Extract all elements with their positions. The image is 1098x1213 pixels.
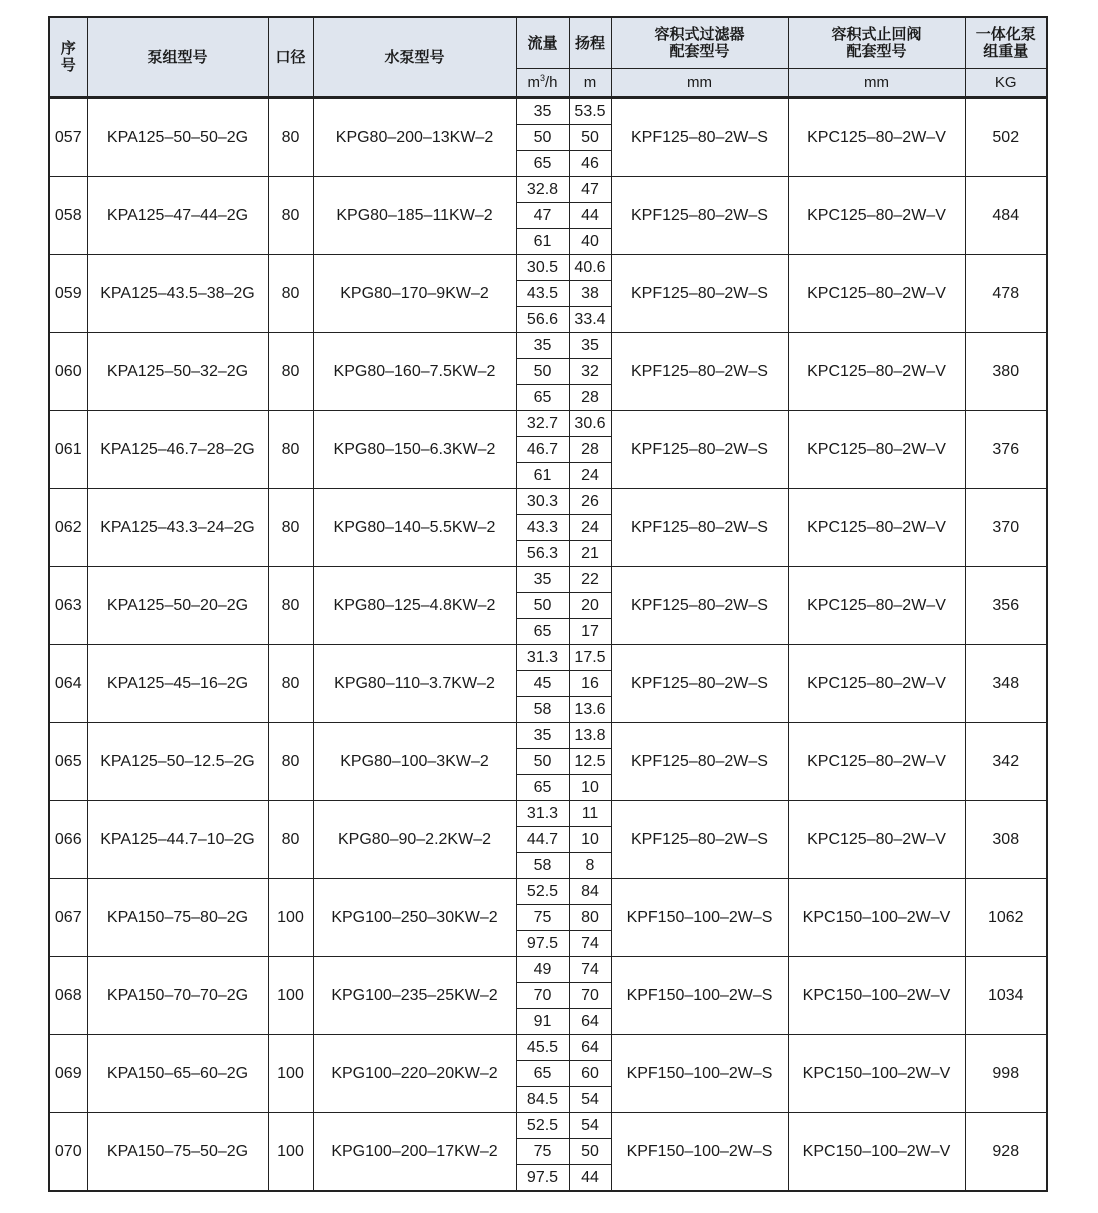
check-valve-model-cell: KPC125–80–2W–V: [788, 567, 965, 645]
weight-cell: 342: [965, 723, 1047, 801]
head-cell: 16: [569, 671, 611, 697]
header-filter: 容积式过滤器配套型号: [611, 17, 788, 69]
head-cell: 50: [569, 125, 611, 151]
head-cell: 28: [569, 437, 611, 463]
head-cell: 17.5: [569, 645, 611, 671]
unit-model-cell: KPA125–50–32–2G: [87, 333, 268, 411]
header-head: 扬程: [569, 17, 611, 69]
head-cell: 84: [569, 879, 611, 905]
unit-model-cell: KPA125–43.3–24–2G: [87, 489, 268, 567]
header-caliber: 口径: [268, 17, 313, 98]
table-row: [49, 411, 1047, 437]
flow-cell: 50: [516, 125, 569, 151]
head-cell: 33.4: [569, 307, 611, 333]
unit-model-cell: KPA125–44.7–10–2G: [87, 801, 268, 879]
caliber-cell: 80: [268, 177, 313, 255]
flow-cell: 97.5: [516, 931, 569, 957]
pump-model-cell: KPG80–170–9KW–2: [313, 255, 516, 333]
pump-model-cell: KPG80–140–5.5KW–2: [313, 489, 516, 567]
unit-model-cell: KPA150–65–60–2G: [87, 1035, 268, 1113]
flow-cell: 61: [516, 463, 569, 489]
head-unit: m: [569, 69, 611, 98]
caliber-cell: 100: [268, 1035, 313, 1113]
table-row: [49, 1035, 1047, 1061]
filter-model-cell: KPF150–100–2W–S: [611, 879, 788, 957]
weight-unit: KG: [965, 69, 1047, 98]
seq-cell: 061: [49, 411, 87, 489]
check-valve-model-cell: KPC150–100–2W–V: [788, 1113, 965, 1192]
head-cell: 47: [569, 177, 611, 203]
check-valve-model-cell: KPC125–80–2W–V: [788, 255, 965, 333]
head-cell: 54: [569, 1113, 611, 1139]
header-unit-model: 泵组型号: [87, 17, 268, 98]
weight-cell: 478: [965, 255, 1047, 333]
head-cell: 38: [569, 281, 611, 307]
pump-model-cell: KPG80–90–2.2KW–2: [313, 801, 516, 879]
pump-spec-table: [48, 16, 1048, 1192]
head-cell: 54: [569, 1087, 611, 1113]
table-row: [49, 801, 1047, 827]
check-valve-model-cell: KPC125–80–2W–V: [788, 723, 965, 801]
filter-model-cell: KPF150–100–2W–S: [611, 1113, 788, 1192]
seq-cell: 065: [49, 723, 87, 801]
flow-cell: 31.3: [516, 645, 569, 671]
flow-cell: 35: [516, 98, 569, 125]
table-row: [49, 333, 1047, 359]
weight-cell: 502: [965, 98, 1047, 177]
unit-model-cell: KPA125–50–12.5–2G: [87, 723, 268, 801]
table-row: [49, 723, 1047, 749]
flow-cell: 35: [516, 723, 569, 749]
pump-model-cell: KPG100–235–25KW–2: [313, 957, 516, 1035]
flow-cell: 49: [516, 957, 569, 983]
flow-unit-exp: 3: [539, 73, 545, 83]
head-cell: 64: [569, 1009, 611, 1035]
flow-cell: 75: [516, 1139, 569, 1165]
table-header: [49, 17, 1047, 98]
seq-cell: 057: [49, 98, 87, 177]
pump-model-cell: KPG80–110–3.7KW–2: [313, 645, 516, 723]
caliber-cell: 80: [268, 333, 313, 411]
unit-model-cell: KPA125–43.5–38–2G: [87, 255, 268, 333]
head-cell: 30.6: [569, 411, 611, 437]
unit-model-cell: KPA150–75–50–2G: [87, 1113, 268, 1192]
head-cell: 50: [569, 1139, 611, 1165]
check-valve-model-cell: KPC150–100–2W–V: [788, 957, 965, 1035]
head-cell: 64: [569, 1035, 611, 1061]
pump-model-cell: KPG80–100–3KW–2: [313, 723, 516, 801]
flow-cell: 56.3: [516, 541, 569, 567]
flow-cell: 50: [516, 593, 569, 619]
seq-cell: 060: [49, 333, 87, 411]
head-cell: 24: [569, 515, 611, 541]
head-cell: 10: [569, 827, 611, 853]
caliber-cell: 80: [268, 255, 313, 333]
table-body: [49, 98, 1047, 1192]
header-pump-model: 水泵型号: [313, 17, 516, 98]
head-cell: 8: [569, 853, 611, 879]
seq-cell: 070: [49, 1113, 87, 1192]
head-cell: 13.6: [569, 697, 611, 723]
seq-cell: 069: [49, 1035, 87, 1113]
caliber-cell: 80: [268, 411, 313, 489]
seq-cell: 066: [49, 801, 87, 879]
head-cell: 12.5: [569, 749, 611, 775]
filter-model-cell: KPF125–80–2W–S: [611, 489, 788, 567]
header-check-valve: 容积式止回阀配套型号: [788, 17, 965, 69]
head-cell: 74: [569, 931, 611, 957]
caliber-cell: 80: [268, 98, 313, 177]
caliber-cell: 100: [268, 879, 313, 957]
table-row: [49, 1113, 1047, 1139]
head-cell: 24: [569, 463, 611, 489]
check-valve-model-cell: KPC125–80–2W–V: [788, 411, 965, 489]
check-valve-model-cell: KPC125–80–2W–V: [788, 801, 965, 879]
flow-cell: 65: [516, 619, 569, 645]
check-valve-model-cell: KPC125–80–2W–V: [788, 177, 965, 255]
flow-unit: [516, 69, 569, 98]
flow-cell: 65: [516, 385, 569, 411]
pump-model-cell: KPG80–200–13KW–2: [313, 98, 516, 177]
weight-cell: 928: [965, 1113, 1047, 1192]
table-row: [49, 567, 1047, 593]
check-valve-model-cell: KPC125–80–2W–V: [788, 333, 965, 411]
flow-cell: 35: [516, 333, 569, 359]
flow-cell: 43.5: [516, 281, 569, 307]
flow-cell: 61: [516, 229, 569, 255]
unit-model-cell: KPA150–75–80–2G: [87, 879, 268, 957]
seq-cell: 068: [49, 957, 87, 1035]
flow-cell: 84.5: [516, 1087, 569, 1113]
flow-cell: 44.7: [516, 827, 569, 853]
table-row: [49, 489, 1047, 515]
head-cell: 13.8: [569, 723, 611, 749]
flow-cell: 97.5: [516, 1165, 569, 1192]
caliber-cell: 80: [268, 645, 313, 723]
flow-cell: 31.3: [516, 801, 569, 827]
head-cell: 20: [569, 593, 611, 619]
unit-model-cell: KPA150–70–70–2G: [87, 957, 268, 1035]
check-valve-model-cell: KPC150–100–2W–V: [788, 1035, 965, 1113]
table-row: [49, 879, 1047, 905]
caliber-cell: 80: [268, 567, 313, 645]
pump-model-cell: KPG80–160–7.5KW–2: [313, 333, 516, 411]
flow-cell: 32.7: [516, 411, 569, 437]
flow-cell: 50: [516, 749, 569, 775]
filter-model-cell: KPF125–80–2W–S: [611, 333, 788, 411]
pump-model-cell: KPG80–185–11KW–2: [313, 177, 516, 255]
weight-cell: 1062: [965, 879, 1047, 957]
flow-cell: 75: [516, 905, 569, 931]
flow-cell: 52.5: [516, 879, 569, 905]
flow-cell: 32.8: [516, 177, 569, 203]
head-cell: 26: [569, 489, 611, 515]
caliber-cell: 80: [268, 801, 313, 879]
filter-model-cell: KPF150–100–2W–S: [611, 1035, 788, 1113]
filter-model-cell: KPF125–80–2W–S: [611, 723, 788, 801]
flow-cell: 46.7: [516, 437, 569, 463]
filter-model-cell: KPF125–80–2W–S: [611, 645, 788, 723]
flow-cell: 65: [516, 151, 569, 177]
head-cell: 35: [569, 333, 611, 359]
caliber-cell: 100: [268, 1113, 313, 1192]
head-cell: 53.5: [569, 98, 611, 125]
seq-cell: 067: [49, 879, 87, 957]
weight-cell: 376: [965, 411, 1047, 489]
pump-model-cell: KPG80–125–4.8KW–2: [313, 567, 516, 645]
pump-model-cell: KPG100–250–30KW–2: [313, 879, 516, 957]
weight-cell: 356: [965, 567, 1047, 645]
flow-cell: 58: [516, 697, 569, 723]
head-cell: 44: [569, 1165, 611, 1192]
seq-cell: 058: [49, 177, 87, 255]
filter-unit: mm: [611, 69, 788, 98]
filter-model-cell: KPF125–80–2W–S: [611, 801, 788, 879]
caliber-cell: 100: [268, 957, 313, 1035]
table-row: [49, 255, 1047, 281]
head-cell: 22: [569, 567, 611, 593]
weight-cell: 348: [965, 645, 1047, 723]
filter-model-cell: KPF150–100–2W–S: [611, 957, 788, 1035]
table-row: [49, 98, 1047, 125]
flow-cell: 65: [516, 775, 569, 801]
filter-model-cell: KPF125–80–2W–S: [611, 411, 788, 489]
flow-cell: 52.5: [516, 1113, 569, 1139]
flow-cell: 65: [516, 1061, 569, 1087]
filter-model-cell: KPF125–80–2W–S: [611, 255, 788, 333]
caliber-cell: 80: [268, 723, 313, 801]
check-valve-model-cell: KPC125–80–2W–V: [788, 489, 965, 567]
head-cell: 46: [569, 151, 611, 177]
table-row: [49, 957, 1047, 983]
flow-cell: 45.5: [516, 1035, 569, 1061]
unit-model-cell: KPA125–46.7–28–2G: [87, 411, 268, 489]
table-row: [49, 645, 1047, 671]
pump-model-cell: KPG100–220–20KW–2: [313, 1035, 516, 1113]
flow-cell: 47: [516, 203, 569, 229]
header-weight: 一体化泵组重量: [965, 17, 1047, 69]
flow-unit-tail: /h: [545, 74, 558, 91]
seq-cell: 064: [49, 645, 87, 723]
flow-cell: 30.5: [516, 255, 569, 281]
flow-unit-base: m: [527, 74, 540, 91]
head-cell: 70: [569, 983, 611, 1009]
seq-cell: 059: [49, 255, 87, 333]
weight-cell: 1034: [965, 957, 1047, 1035]
head-cell: 60: [569, 1061, 611, 1087]
head-cell: 11: [569, 801, 611, 827]
header-seq: 序号: [49, 17, 87, 98]
unit-model-cell: KPA125–50–50–2G: [87, 98, 268, 177]
head-cell: 17: [569, 619, 611, 645]
weight-cell: 998: [965, 1035, 1047, 1113]
flow-cell: 91: [516, 1009, 569, 1035]
flow-cell: 45: [516, 671, 569, 697]
head-cell: 32: [569, 359, 611, 385]
head-cell: 80: [569, 905, 611, 931]
filter-model-cell: KPF125–80–2W–S: [611, 177, 788, 255]
weight-cell: 308: [965, 801, 1047, 879]
seq-cell: 063: [49, 567, 87, 645]
flow-cell: 50: [516, 359, 569, 385]
unit-model-cell: KPA125–50–20–2G: [87, 567, 268, 645]
flow-cell: 56.6: [516, 307, 569, 333]
head-cell: 28: [569, 385, 611, 411]
head-cell: 44: [569, 203, 611, 229]
table-row: [49, 177, 1047, 203]
flow-cell: 30.3: [516, 489, 569, 515]
filter-model-cell: KPF125–80–2W–S: [611, 98, 788, 177]
head-cell: 40: [569, 229, 611, 255]
pump-model-cell: KPG100–200–17KW–2: [313, 1113, 516, 1192]
flow-cell: 58: [516, 853, 569, 879]
valve-unit: mm: [788, 69, 965, 98]
weight-cell: 484: [965, 177, 1047, 255]
header-flow: 流量: [516, 17, 569, 69]
weight-cell: 380: [965, 333, 1047, 411]
weight-cell: 370: [965, 489, 1047, 567]
head-cell: 21: [569, 541, 611, 567]
head-cell: 40.6: [569, 255, 611, 281]
caliber-cell: 80: [268, 489, 313, 567]
check-valve-model-cell: KPC125–80–2W–V: [788, 98, 965, 177]
check-valve-model-cell: KPC125–80–2W–V: [788, 645, 965, 723]
unit-model-cell: KPA125–45–16–2G: [87, 645, 268, 723]
check-valve-model-cell: KPC150–100–2W–V: [788, 879, 965, 957]
seq-cell: 062: [49, 489, 87, 567]
head-cell: 74: [569, 957, 611, 983]
unit-model-cell: KPA125–47–44–2G: [87, 177, 268, 255]
flow-cell: 43.3: [516, 515, 569, 541]
flow-cell: 70: [516, 983, 569, 1009]
head-cell: 10: [569, 775, 611, 801]
pump-model-cell: KPG80–150–6.3KW–2: [313, 411, 516, 489]
filter-model-cell: KPF125–80–2W–S: [611, 567, 788, 645]
flow-cell: 35: [516, 567, 569, 593]
